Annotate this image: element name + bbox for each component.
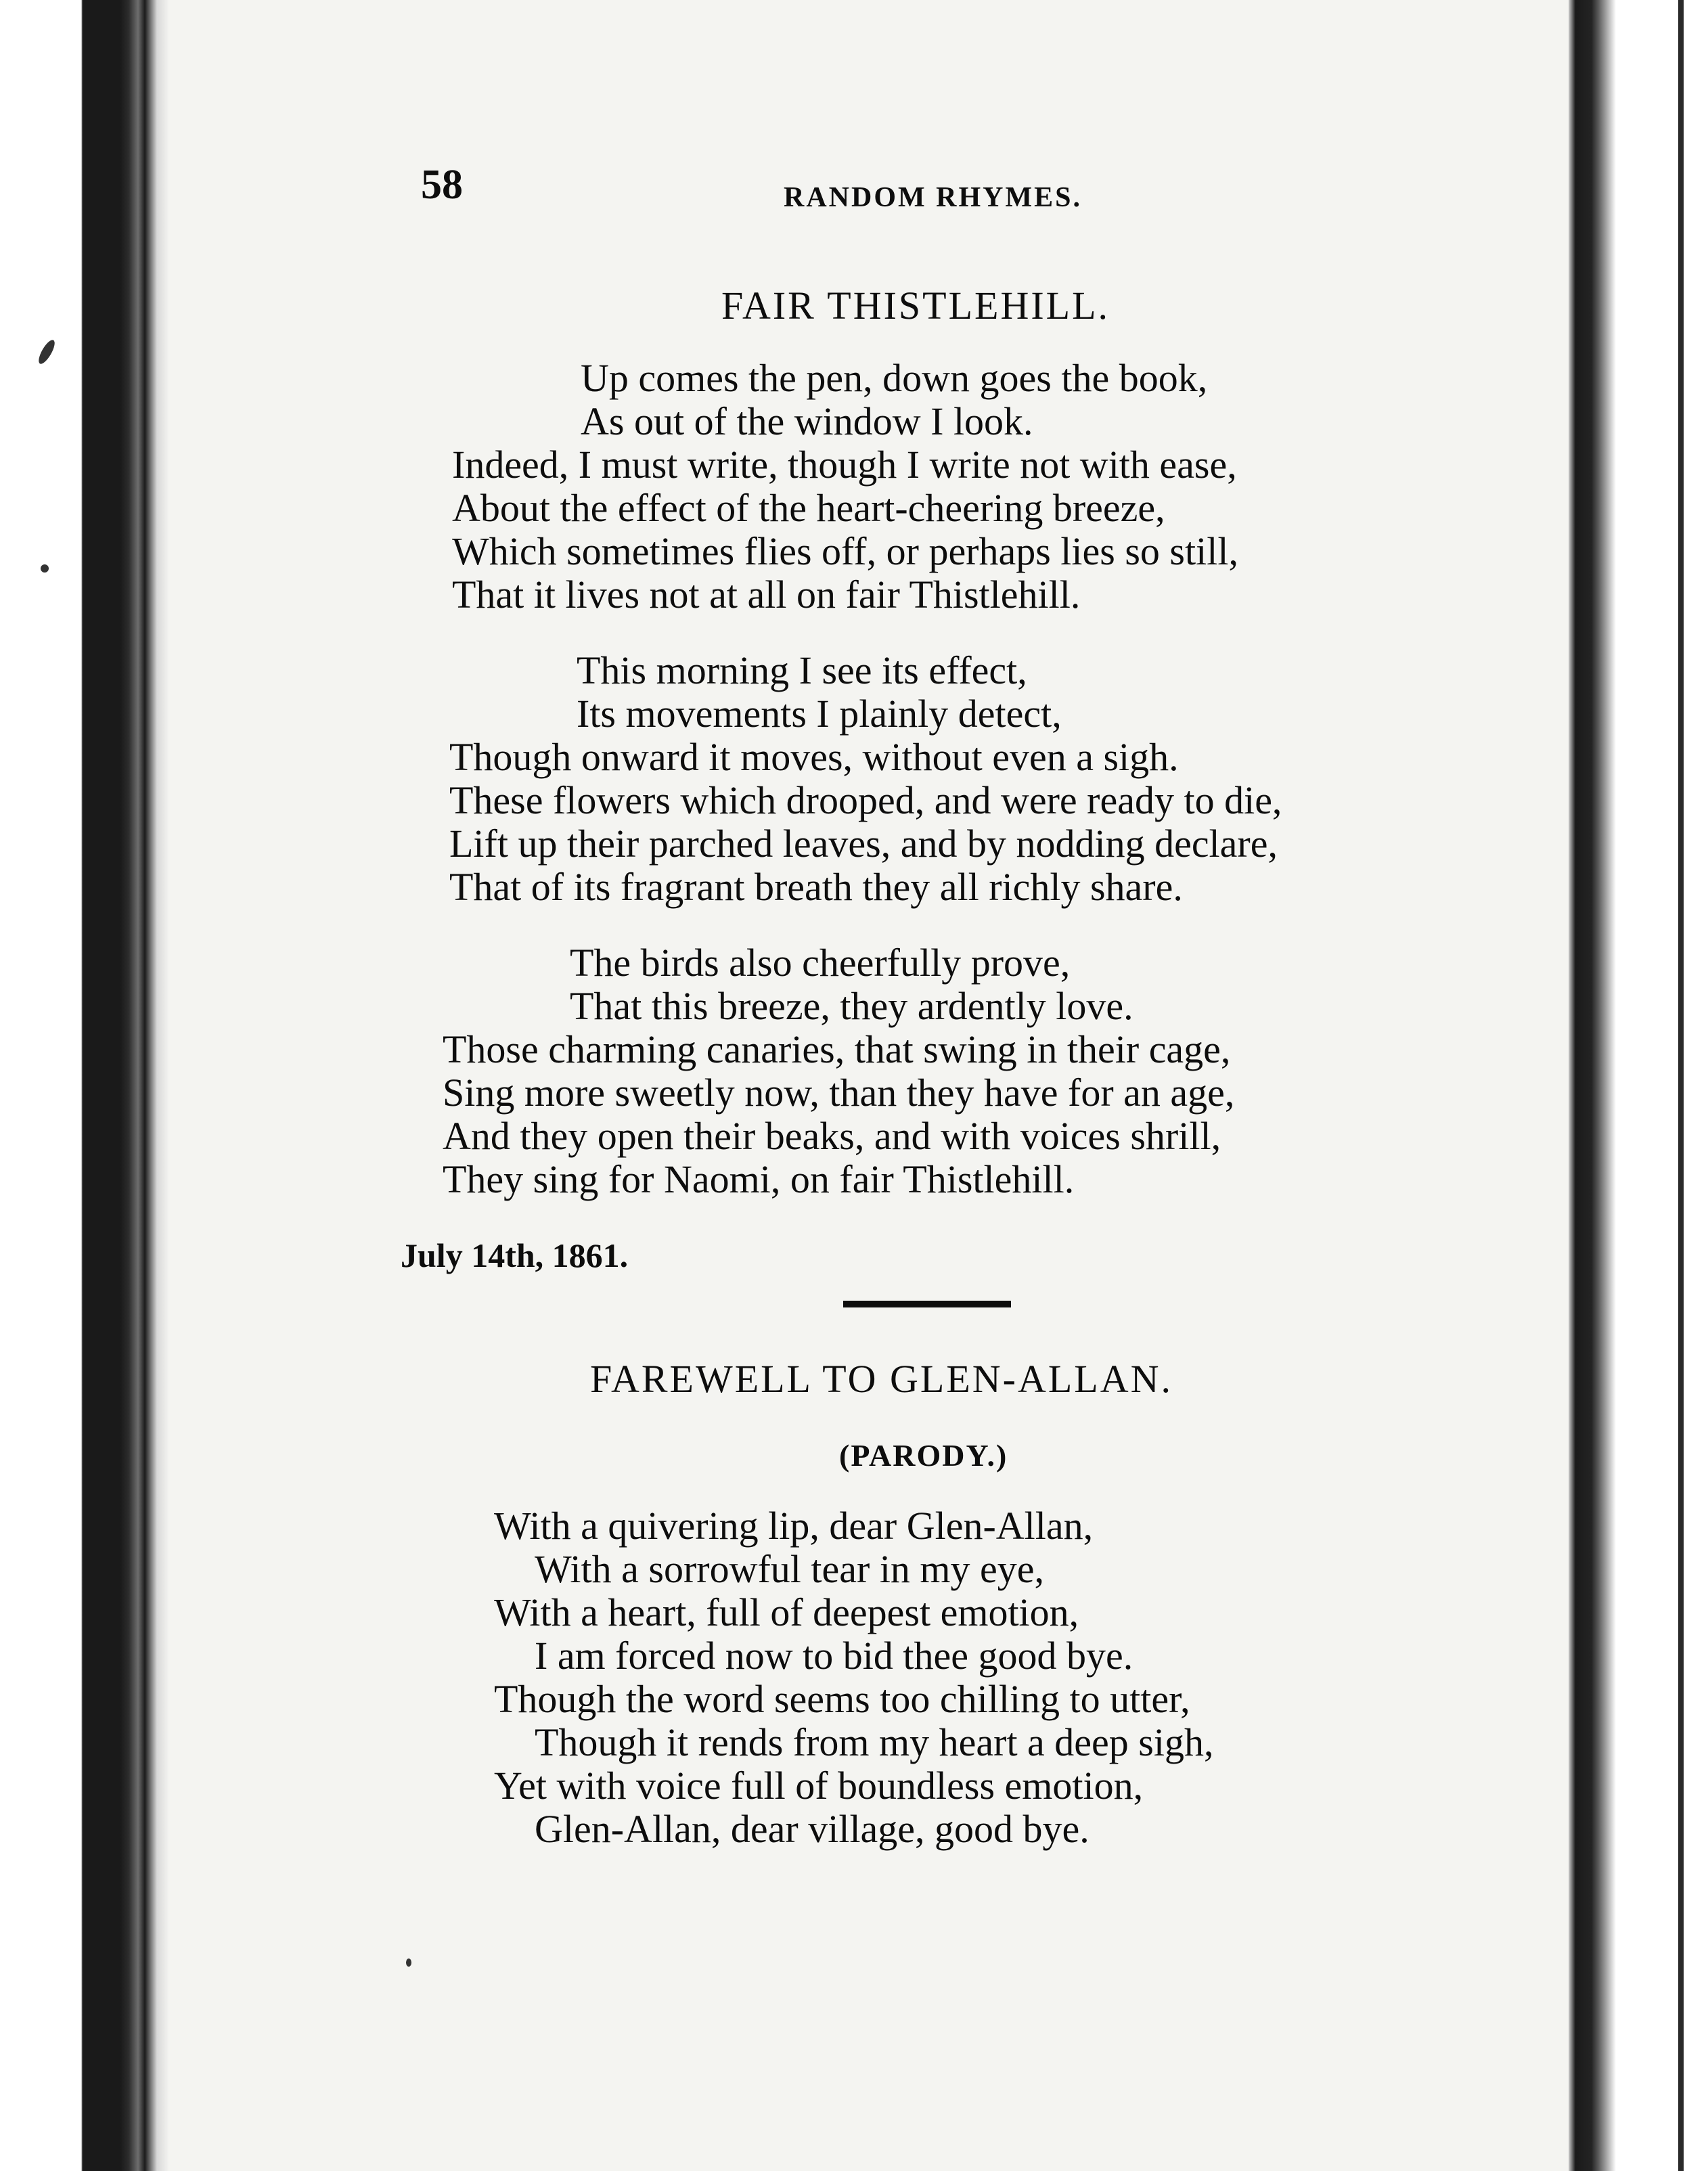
poem-line: I am forced now to bid thee good bye. <box>535 1634 1133 1678</box>
poem-line: This morning I see its effect, <box>577 648 1027 692</box>
poem-line: With a sorrowful tear in my eye, <box>535 1547 1045 1591</box>
poem-line: These flowers which drooped, and were ready to die, <box>449 778 1282 822</box>
poem-line: About the effect of the heart-cheering breeze, <box>452 486 1165 530</box>
poem-line: They sing for Naomi, on fair Thistlehill. <box>443 1157 1075 1201</box>
poem-line: Indeed, I must write, though I write not with ease, <box>452 443 1237 487</box>
poem-line: Sing more sweetly now, than they have for an age, <box>443 1071 1235 1115</box>
poem-line: Its movements I plainly detect, <box>577 692 1062 736</box>
poem-date: July 14th, 1861. <box>401 1236 629 1274</box>
scan-mark <box>36 338 58 366</box>
poem-line: As out of the window I look. <box>581 399 1033 443</box>
poem-line: And they open their beaks, and with voices shrill, <box>443 1114 1221 1158</box>
poem-line: Lift up their parched leaves, and by nodding declare, <box>449 822 1278 866</box>
poem-line: The birds also cheerfully prove, <box>570 941 1071 985</box>
poem-line: That of its fragrant breath they all richly share. <box>449 865 1183 909</box>
scan-mark <box>406 1959 411 1967</box>
scan-mark <box>41 564 49 573</box>
poem-line: Though onward it moves, without even a sigh. <box>449 735 1179 779</box>
poem-subtitle: (PARODY.) <box>839 1438 1008 1473</box>
poem-line: Up comes the pen, down goes the book, <box>581 356 1208 400</box>
running-head: RANDOM RHYMES. <box>784 182 1082 213</box>
poem-title: FAREWELL TO GLEN-ALLAN. <box>590 1357 1173 1401</box>
poem-line: That this breeze, they ardently love. <box>570 984 1133 1028</box>
poem-line: Though it rends from my heart a deep sigh, <box>535 1720 1214 1764</box>
poem-line: That it lives not at all on fair Thistlehill. <box>452 573 1081 617</box>
poem-line: With a quivering lip, dear Glen-Allan, <box>494 1504 1094 1548</box>
poem-line: Which sometimes flies off, or perhaps lies so still, <box>452 529 1238 573</box>
section-divider <box>843 1301 1011 1307</box>
poem-line: Glen-Allan, dear village, good bye. <box>535 1807 1089 1851</box>
poem-line: Though the word seems too chilling to utter, <box>494 1677 1190 1721</box>
poem-line: With a heart, full of deepest emotion, <box>494 1590 1079 1634</box>
page-number: 58 <box>421 162 463 208</box>
poem-title: FAIR THISTLEHILL. <box>721 284 1110 328</box>
poem-line: Yet with voice full of boundless emotion, <box>494 1764 1144 1808</box>
poem-line: Those charming canaries, that swing in their cage, <box>443 1027 1231 1071</box>
